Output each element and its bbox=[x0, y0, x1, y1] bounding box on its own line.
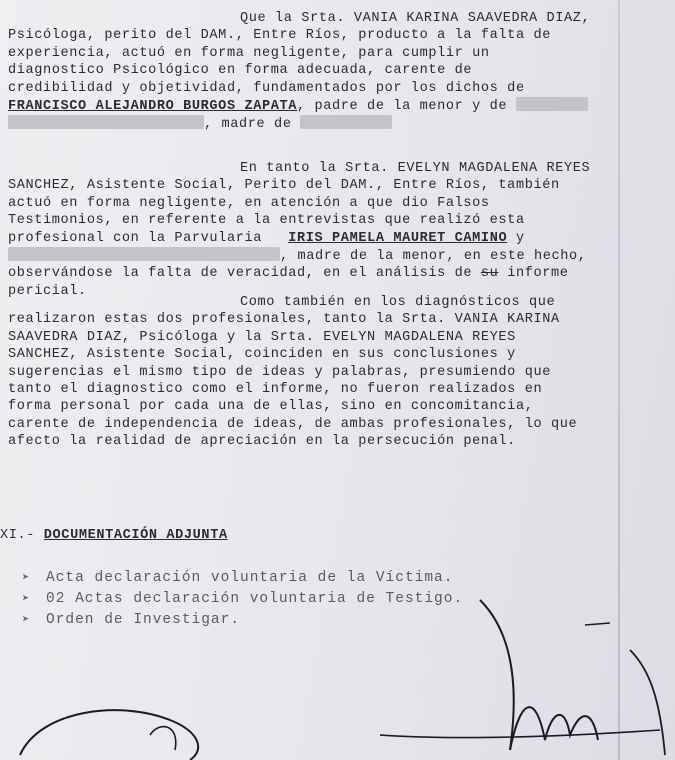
text-line: diagnostico Psicológico en forma adecuada, carente de bbox=[8, 63, 473, 79]
struck-word: su bbox=[480, 266, 499, 282]
text-fragment: observándose la falta de veracidad, en el análisis de bbox=[8, 266, 473, 282]
section-title: DOCUMENTACIÓN ADJUNTA bbox=[43, 528, 228, 543]
text-line: forma personal por cada una de ellas, sino en concomitancia, bbox=[8, 399, 534, 415]
text-line bbox=[8, 97, 648, 115]
arrow-bullet-icon: ➤ bbox=[22, 571, 31, 585]
list-item bbox=[22, 589, 463, 610]
list-item bbox=[22, 610, 463, 631]
text-line: Que la Srta. VANIA KARINA SAAVEDRA DIAZ, bbox=[240, 11, 591, 26]
text-line: realizaron estas dos profesionales, tanto la Srta. VANIA KARINA bbox=[8, 312, 560, 328]
attachments-list bbox=[22, 568, 463, 631]
text-line: carente de independencia de ideas, de ambas profesionales, lo que bbox=[8, 416, 578, 432]
text-line bbox=[8, 247, 648, 265]
paragraph-psychologist bbox=[8, 10, 648, 134]
text-line: actuó en forma negligente, en atención a que dio Falsos bbox=[8, 195, 490, 211]
text-line bbox=[8, 265, 648, 282]
text-fragment: , madre de la menor, en este hecho, bbox=[280, 249, 587, 265]
text-line: Como también en los diagnósticos que bbox=[240, 295, 556, 310]
text-fragment: informe bbox=[507, 266, 569, 282]
text-line: Psicóloga, perito del DAM., Entre Ríos, producto a la falta de bbox=[8, 28, 551, 44]
redacted-block bbox=[8, 115, 204, 129]
attachment-label: Acta declaración voluntaria de la Víctima. bbox=[46, 570, 454, 586]
text-fragment: y bbox=[515, 230, 525, 246]
text-line bbox=[8, 230, 648, 247]
list-item bbox=[22, 568, 463, 589]
text-line bbox=[8, 115, 648, 133]
teacher-name: IRIS PAMELA MAURET CAMINO bbox=[288, 230, 508, 246]
text-line: SANCHEZ, Asistente Social, Perito del DAM., Entre Ríos, también bbox=[8, 178, 560, 194]
text-line: pericial. bbox=[8, 283, 87, 299]
redacted-block bbox=[8, 247, 280, 261]
paragraph-conclusions bbox=[8, 294, 648, 451]
text-line: credibilidad y objetividad, fundamentados por los dichos de bbox=[8, 80, 525, 96]
arrow-bullet-icon: ➤ bbox=[22, 592, 31, 606]
text-line: experiencia, actuó en forma negligente, para cumplir un bbox=[8, 45, 490, 61]
arrow-bullet-icon: ➤ bbox=[22, 613, 31, 627]
text-line: sugerencias el mismo tipo de ideas y palabras, presumiendo que bbox=[8, 364, 551, 380]
text-fragment: profesional con la Parvularia bbox=[8, 230, 262, 246]
text-line: En tanto la Srta. EVELYN MAGDALENA REYES bbox=[240, 161, 591, 176]
text-line: afecto la realidad de apreciación en la persecución penal. bbox=[8, 434, 516, 450]
paragraph-social-worker bbox=[8, 160, 648, 300]
section-number: XI.- bbox=[0, 528, 36, 543]
text-line: SANCHEZ, Asistente Social, coinciden en sus conclusiones y bbox=[8, 347, 516, 363]
text-line: tanto el diagnostico como el informe, no fueron realizados en bbox=[8, 382, 543, 398]
text-line: Testimonios, en referente a la entrevistas que realizó esta bbox=[8, 213, 525, 229]
father-name: FRANCISCO ALEJANDRO BURGOS ZAPATA bbox=[8, 99, 297, 115]
redacted-block bbox=[300, 115, 392, 129]
section-heading bbox=[0, 528, 228, 543]
text-fragment: , padre de la menor y de bbox=[297, 99, 508, 115]
signature-left-icon bbox=[0, 680, 260, 760]
text-line: SAAVEDRA DIAZ, Psicóloga y la Srta. EVELYN MAGDALENA REYES bbox=[8, 329, 516, 345]
redacted-block bbox=[516, 97, 588, 111]
text-fragment: , madre de bbox=[204, 117, 292, 133]
attachment-label: 02 Actas declaración voluntaria de Testigo. bbox=[46, 591, 464, 607]
attachment-label: Orden de Investigar. bbox=[46, 612, 241, 628]
